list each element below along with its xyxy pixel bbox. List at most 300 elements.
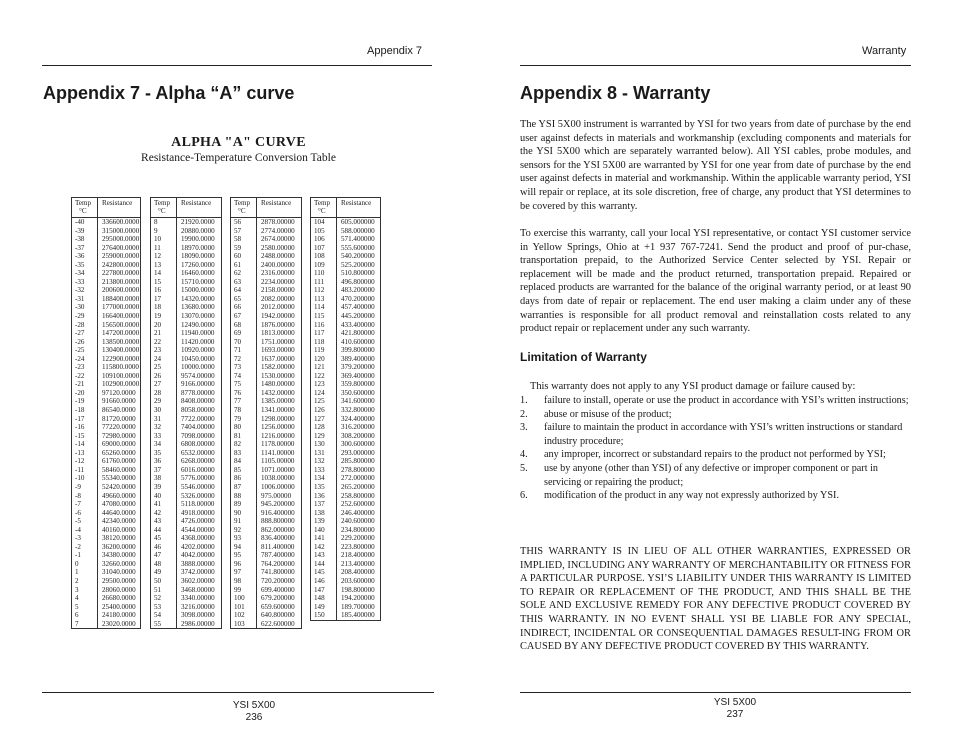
table-row — [231, 611, 301, 620]
table-row — [72, 415, 140, 424]
table-row — [151, 252, 221, 261]
temp-cell: 32 — [151, 423, 177, 432]
table-row — [311, 526, 380, 535]
temp-cell: 53 — [151, 603, 177, 612]
resistance-cell: 203.600000 — [341, 576, 375, 585]
temp-cell: 123 — [311, 380, 337, 389]
temp-cell: 67 — [231, 312, 257, 321]
table-row — [151, 218, 221, 227]
temp-cell: -31 — [72, 295, 98, 304]
resistance-cell: 189.700000 — [341, 602, 375, 611]
table-row — [151, 500, 221, 509]
temp-cell: 71 — [231, 346, 257, 355]
temp-cell: -9 — [72, 483, 98, 492]
temp-cell: 58 — [231, 235, 257, 244]
temp-cell: 14 — [151, 269, 177, 278]
temp-cell: -34 — [72, 269, 98, 278]
resistance-cell: 97120.0000 — [102, 388, 136, 397]
table-row — [311, 415, 380, 424]
resistance-cell: 3098.00000 — [181, 611, 215, 620]
temp-cell: 12 — [151, 252, 177, 261]
resistance-cell: 5118.00000 — [181, 500, 215, 509]
resistance-cell: 26680.0000 — [102, 594, 136, 603]
resistance-cell: 2234.00000 — [261, 277, 295, 286]
table-row — [231, 483, 301, 492]
temp-cell: -36 — [72, 252, 98, 261]
temp-cell: 29 — [151, 397, 177, 406]
list-item: 1. failure to install, operate or use the product in accordance with YSI’s written instructions; — [520, 395, 909, 406]
resistance-cell: 293.000000 — [341, 448, 375, 457]
temp-cell: 22 — [151, 338, 177, 347]
temp-cell: 5 — [72, 603, 98, 612]
temp-cell: 34 — [151, 440, 177, 449]
table-row — [231, 355, 301, 364]
table-row — [151, 389, 221, 398]
table-row — [311, 372, 380, 381]
table-row — [311, 338, 380, 347]
table-row — [231, 466, 301, 475]
table-row — [72, 534, 140, 543]
temp-cell: 105 — [311, 227, 337, 236]
running-header: Appendix 7 — [367, 45, 423, 57]
table-row — [231, 252, 301, 261]
resistance-cell: 1298.00000 — [261, 414, 295, 423]
table-row — [311, 568, 380, 577]
resistance-cell: 2580.00000 — [261, 243, 295, 252]
temp-cell: 79 — [231, 415, 257, 424]
resistance-cell: 61760.0000 — [102, 457, 136, 466]
resistance-cell: 265.200000 — [341, 482, 375, 491]
table-row — [231, 278, 301, 287]
resistance-cell: 1693.00000 — [261, 346, 295, 355]
temp-cell: 66 — [231, 303, 257, 312]
table-row — [231, 543, 301, 552]
resistance-cell: 47080.0000 — [102, 500, 136, 509]
resistance-cell: 40160.0000 — [102, 525, 136, 534]
temp-cell: 30 — [151, 406, 177, 415]
table-row — [311, 269, 380, 278]
temp-cell: 49 — [151, 568, 177, 577]
resistance-cell: 433.400000 — [341, 320, 375, 329]
temp-cell: -21 — [72, 380, 98, 389]
temp-cell: 142 — [311, 543, 337, 552]
warranty-paragraph-2: To exercise this warranty, call your local YSI representative, or contact YSI customer service in Yellow Springs, Ohio at +1 937 767-7241. Send the product and proof of pur-chase, transportation prepaid, to the Authorized Service Center selected by YSI. Repair or replacement will be made and the product returned, transportation prepaid. Repaired or replaced products are warranted for the balance of the original warranty period, or at least 90 days from date of repair or replacement. The end user making a claim under any of these warranties is responsible for all product removal and reinstallation costs related to any product repair or replacement under any such warranty. — [520, 228, 911, 335]
table-row — [311, 594, 380, 603]
page-title: Appendix 7 - Alpha “A” curve — [43, 83, 295, 103]
temp-cell: 128 — [311, 423, 337, 432]
table-row — [151, 278, 221, 287]
table-row — [231, 295, 301, 304]
table-row — [231, 568, 301, 577]
resistance-cell: 58460.0000 — [102, 465, 136, 474]
table-row — [72, 594, 140, 603]
table-row — [311, 534, 380, 543]
resistance-cell: 17260.0000 — [181, 260, 215, 269]
table-row — [72, 286, 140, 295]
table-row — [231, 423, 301, 432]
resistance-cell: 457.400000 — [341, 303, 375, 312]
table-row — [72, 423, 140, 432]
table-row — [231, 620, 301, 629]
resistance-cell: 18970.0000 — [181, 243, 215, 252]
resistance-cell: 109100.0000 — [102, 371, 140, 380]
resistance-cell: 12490.0000 — [181, 320, 215, 329]
resistance-cell: 836.400000 — [261, 534, 295, 543]
table-row — [151, 449, 221, 458]
resistance-cell: 2674.00000 — [261, 235, 295, 244]
resistance-cell: 4726.00000 — [181, 517, 215, 526]
resistance-cell: 77220.0000 — [102, 423, 136, 432]
resistance-cell: 1385.00000 — [261, 397, 295, 406]
temp-cell: 88 — [231, 492, 257, 501]
resistance-header: Resistance — [261, 199, 292, 207]
resistance-cell: 72980.0000 — [102, 431, 136, 440]
table-row — [151, 329, 221, 338]
resistance-cell: 213.400000 — [341, 559, 375, 568]
temp-cell: 41 — [151, 500, 177, 509]
resistance-cell: 166400.0000 — [102, 312, 140, 321]
table-row — [231, 534, 301, 543]
resistance-cell: 194.200000 — [341, 594, 375, 603]
resistance-cell: 16460.0000 — [181, 269, 215, 278]
temp-cell: 119 — [311, 346, 337, 355]
temp-cell: 125 — [311, 397, 337, 406]
footer-rule — [520, 692, 911, 693]
resistance-cell: 198.800000 — [341, 585, 375, 594]
table-row — [151, 397, 221, 406]
table-row — [151, 466, 221, 475]
temp-cell: 111 — [311, 278, 337, 287]
temp-cell: -15 — [72, 432, 98, 441]
running-header: Warranty — [862, 45, 907, 57]
table-row — [72, 355, 140, 364]
table-row — [311, 321, 380, 330]
table-row — [151, 235, 221, 244]
temp-cell: 63 — [231, 278, 257, 287]
temp-cell: 108 — [311, 252, 337, 261]
table-row — [231, 286, 301, 295]
resistance-cell: 445.200000 — [341, 312, 375, 321]
table-row — [231, 218, 301, 227]
table-row — [311, 500, 380, 509]
resistance-cell: 3602.00000 — [181, 576, 215, 585]
table-row — [151, 568, 221, 577]
table-row — [72, 389, 140, 398]
table-row — [231, 551, 301, 560]
temp-cell: -13 — [72, 449, 98, 458]
temp-cell: 130 — [311, 440, 337, 449]
table-row — [72, 235, 140, 244]
temp-cell: 1 — [72, 568, 98, 577]
temp-cell: -22 — [72, 372, 98, 381]
resistance-cell: 28060.0000 — [102, 585, 136, 594]
table-row — [231, 303, 301, 312]
table-row — [231, 397, 301, 406]
resistance-cell: 308.200000 — [341, 431, 375, 440]
temp-cell: 84 — [231, 457, 257, 466]
temp-cell: -27 — [72, 329, 98, 338]
resistance-cell: 229.200000 — [341, 534, 375, 543]
temp-cell: 97 — [231, 568, 257, 577]
table-row — [72, 406, 140, 415]
table-row — [311, 586, 380, 595]
resistance-cell: 185.400000 — [341, 611, 375, 620]
resistance-cell: 4042.00000 — [181, 551, 215, 560]
resistance-cell: 341.600000 — [341, 397, 375, 406]
table-header — [151, 198, 221, 218]
temp-cell: 124 — [311, 389, 337, 398]
table-row — [231, 432, 301, 441]
temp-cell: 99 — [231, 586, 257, 595]
resistance-cell: 470.200000 — [341, 294, 375, 303]
table-row — [311, 474, 380, 483]
table-row — [151, 432, 221, 441]
table-row — [311, 312, 380, 321]
temp-cell: 50 — [151, 577, 177, 586]
temp-cell: -17 — [72, 415, 98, 424]
temp-cell: 101 — [231, 603, 257, 612]
resistance-cell: 945.200000 — [261, 500, 295, 509]
resistance-cell: 2082.00000 — [261, 294, 295, 303]
temp-cell: -32 — [72, 286, 98, 295]
resistance-cell: 888.800000 — [261, 517, 295, 526]
resistance-cell: 130400.0000 — [102, 346, 140, 355]
table-row — [151, 517, 221, 526]
temp-cell: -28 — [72, 321, 98, 330]
temp-cell: 114 — [311, 303, 337, 312]
table-row — [72, 457, 140, 466]
temp-cell: 55 — [151, 620, 177, 629]
temp-cell: 148 — [311, 594, 337, 603]
table-row — [231, 492, 301, 501]
table-row — [151, 346, 221, 355]
table-row — [311, 483, 380, 492]
table-row — [72, 560, 140, 569]
temp-cell: 133 — [311, 466, 337, 475]
resistance-cell: 6808.00000 — [181, 440, 215, 449]
resistance-cell: 49660.0000 — [102, 491, 136, 500]
header-rule — [42, 65, 432, 66]
table-row — [231, 235, 301, 244]
conversion-table-block-4 — [310, 197, 381, 621]
table-row — [72, 577, 140, 586]
table-row — [72, 372, 140, 381]
table-row — [72, 338, 140, 347]
temp-cell: -2 — [72, 543, 98, 552]
temp-cell: -26 — [72, 338, 98, 347]
table-row — [311, 355, 380, 364]
resistance-cell: 4368.00000 — [181, 534, 215, 543]
temp-cell: 73 — [231, 363, 257, 372]
temp-cell: 126 — [311, 406, 337, 415]
table-row — [151, 603, 221, 612]
resistance-cell: 811.400000 — [261, 542, 295, 551]
temp-cell: -24 — [72, 355, 98, 364]
table-row — [311, 603, 380, 612]
table-row — [72, 321, 140, 330]
resistance-cell: 81720.0000 — [102, 414, 136, 423]
temp-cell: 46 — [151, 543, 177, 552]
temp-cell: 145 — [311, 568, 337, 577]
resistance-cell: 252.600000 — [341, 500, 375, 509]
resistance-cell: 259000.0000 — [102, 252, 140, 261]
temp-cell: 86 — [231, 474, 257, 483]
temp-cell: 24 — [151, 355, 177, 364]
table-row — [72, 526, 140, 535]
temp-cell: 120 — [311, 355, 337, 364]
resistance-cell: 1141.00000 — [261, 448, 295, 457]
table-row — [72, 492, 140, 501]
table-row — [231, 338, 301, 347]
resistance-cell: 1530.00000 — [261, 371, 295, 380]
table-row — [231, 415, 301, 424]
resistance-cell: 21920.0000 — [181, 218, 215, 226]
temp-cell: 107 — [311, 244, 337, 253]
temp-cell: -10 — [72, 474, 98, 483]
resistance-cell: 285.800000 — [341, 457, 375, 466]
resistance-cell: 213800.0000 — [102, 277, 140, 286]
resistance-cell: 6532.00000 — [181, 448, 215, 457]
resistance-cell: 7722.00000 — [181, 414, 215, 423]
resistance-cell: 208.400000 — [341, 568, 375, 577]
temp-cell: -37 — [72, 244, 98, 253]
header-rule — [520, 65, 911, 66]
resistance-cell: 44640.0000 — [102, 508, 136, 517]
resistance-cell: 10450.0000 — [181, 354, 215, 363]
resistance-cell: 1751.00000 — [261, 337, 295, 346]
temp-cell: 117 — [311, 329, 337, 338]
table-row — [72, 346, 140, 355]
temp-cell: 98 — [231, 577, 257, 586]
resistance-cell: 14320.0000 — [181, 294, 215, 303]
table-row — [151, 586, 221, 595]
conversion-table-block-1 — [71, 197, 141, 629]
temp-cell: 82 — [231, 440, 257, 449]
temp-cell: 127 — [311, 415, 337, 424]
resistance-cell: 399.800000 — [341, 346, 375, 355]
temp-cell: -4 — [72, 526, 98, 535]
list-item: 4. any improper, incorrect or substandard repairs to the product not performed by YSI; — [520, 449, 886, 461]
list-item: 3. failure to maintain the product in accordance with YSI’s written instructions or standard industry procedure; — [520, 422, 903, 447]
temp-cell: 122 — [311, 372, 337, 381]
temp-cell: 6 — [72, 611, 98, 620]
temp-cell: 92 — [231, 526, 257, 535]
resistance-cell: 679.200000 — [261, 594, 295, 603]
resistance-cell: 7098.00000 — [181, 431, 215, 440]
table-row — [72, 500, 140, 509]
resistance-cell: 350.600000 — [341, 388, 375, 397]
table-row — [151, 261, 221, 270]
temp-cell: -40 — [72, 218, 98, 227]
resistance-cell: 65260.0000 — [102, 448, 136, 457]
resistance-cell: 52420.0000 — [102, 482, 136, 491]
temp-cell: 118 — [311, 338, 337, 347]
resistance-cell: 29500.0000 — [102, 576, 136, 585]
footer-rule — [42, 692, 434, 693]
resistance-cell: 246.400000 — [341, 508, 375, 517]
resistance-cell: 188400.0000 — [102, 294, 140, 303]
resistance-cell: 69000.0000 — [102, 440, 136, 449]
resistance-cell: 5546.00000 — [181, 482, 215, 491]
temp-cell: 0 — [72, 560, 98, 569]
resistance-cell: 525.200000 — [341, 260, 375, 269]
table-row — [311, 440, 380, 449]
table-row — [72, 295, 140, 304]
temp-cell: -33 — [72, 278, 98, 287]
page-footer — [214, 700, 294, 724]
table-row — [151, 415, 221, 424]
temp-cell: 57 — [231, 227, 257, 236]
resistance-cell: 23020.0000 — [102, 619, 136, 628]
temp-cell: 137 — [311, 500, 337, 509]
resistance-cell: 862.000000 — [261, 525, 295, 534]
table-row — [311, 303, 380, 312]
resistance-cell: 369.400000 — [341, 371, 375, 380]
resistance-cell: 218.400000 — [341, 551, 375, 560]
table-row — [72, 261, 140, 270]
page-title: Appendix 8 - Warranty — [520, 83, 711, 103]
resistance-cell: 9166.00000 — [181, 380, 215, 389]
temp-cell: 90 — [231, 509, 257, 518]
limitation-list — [520, 394, 911, 503]
resistance-cell: 4918.00000 — [181, 508, 215, 517]
resistance-cell: 34380.0000 — [102, 551, 136, 560]
temp-cell: 132 — [311, 457, 337, 466]
temp-cell: 138 — [311, 509, 337, 518]
temp-cell: 81 — [231, 432, 257, 441]
resistance-header: Resistance — [341, 199, 372, 207]
resistance-cell: 975.00000 — [261, 491, 292, 500]
resistance-cell: 15000.0000 — [181, 286, 215, 295]
resistance-cell: 227800.0000 — [102, 269, 140, 278]
table-row — [231, 329, 301, 338]
resistance-cell: 640.800000 — [261, 611, 295, 620]
table-row — [72, 449, 140, 458]
temp-cell: 131 — [311, 449, 337, 458]
resistance-cell: 258.800000 — [341, 491, 375, 500]
resistance-cell: 8058.00000 — [181, 406, 215, 415]
resistance-cell: 177000.0000 — [102, 303, 140, 312]
temp-cell: 33 — [151, 432, 177, 441]
resistance-cell: 764.200000 — [261, 559, 295, 568]
table-row — [231, 594, 301, 603]
table-row — [151, 321, 221, 330]
resistance-cell: 2012.00000 — [261, 303, 295, 312]
table-row — [72, 474, 140, 483]
temp-cell: 43 — [151, 517, 177, 526]
temp-cell: 19 — [151, 312, 177, 321]
resistance-cell: 916.400000 — [261, 508, 295, 517]
table-row — [311, 551, 380, 560]
table-row — [151, 406, 221, 415]
temp-cell: -20 — [72, 389, 98, 398]
temp-cell: -16 — [72, 423, 98, 432]
resistance-cell: 1637.00000 — [261, 354, 295, 363]
temp-cell: 103 — [231, 620, 257, 629]
resistance-cell: 156500.0000 — [102, 320, 140, 329]
resistance-cell: 20880.0000 — [181, 226, 215, 235]
resistance-cell: 1256.00000 — [261, 423, 295, 432]
table-row — [72, 551, 140, 560]
resistance-cell: 1876.00000 — [261, 320, 295, 329]
table-row — [311, 466, 380, 475]
table-row — [311, 235, 380, 244]
temp-cell: 61 — [231, 261, 257, 270]
resistance-cell: 359.800000 — [341, 380, 375, 389]
table-row — [231, 312, 301, 321]
temp-cell: 78 — [231, 406, 257, 415]
resistance-cell: 1178.00000 — [261, 440, 295, 449]
